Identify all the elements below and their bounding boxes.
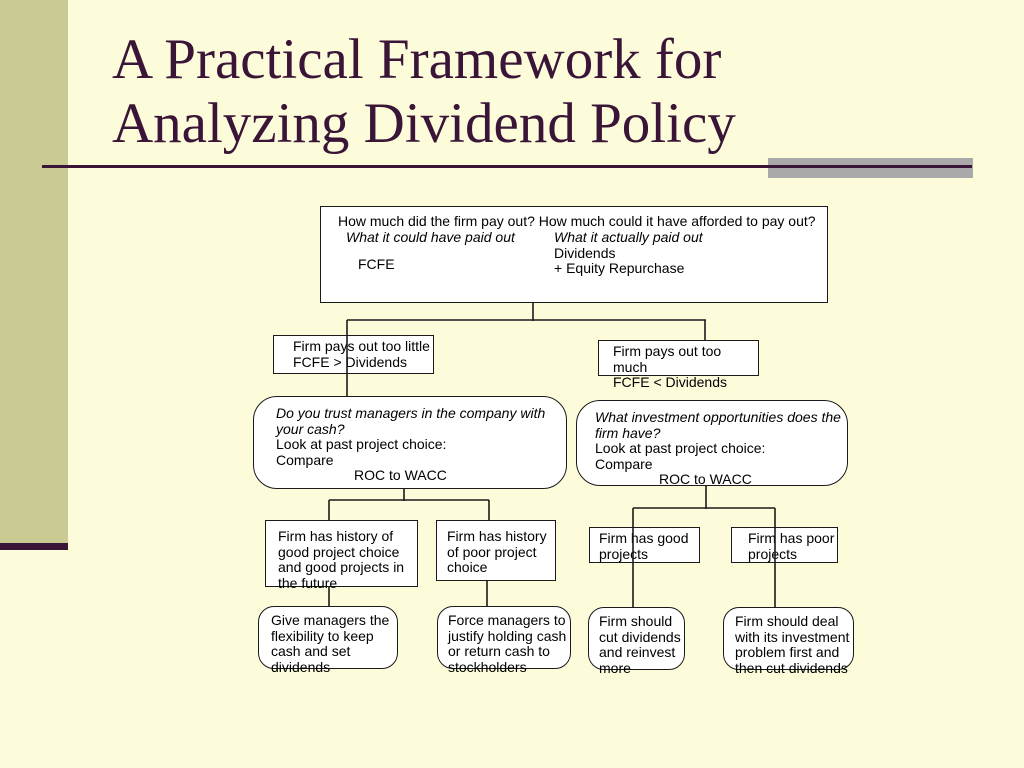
- deal-investment-box: Firm should deal with its investment problem first and then cut dividends: [723, 607, 854, 670]
- sidebar-bar: [0, 0, 68, 543]
- good-history-box: Firm has history of good project choice and good projects in the future: [265, 520, 418, 587]
- trust-question: Do you trust managers in the company with your cash?: [276, 405, 546, 437]
- title-underline: [42, 165, 972, 168]
- fcfe-label: FCFE: [358, 256, 395, 272]
- poor-history-box: Firm has history of poor project choice: [436, 520, 556, 581]
- actually-paid-column: [554, 230, 703, 277]
- slide-title: [112, 28, 992, 156]
- equity-repurchase-label: + Equity Repurchase: [554, 260, 685, 276]
- trust-instruction: Look at past project choice:: [276, 436, 447, 452]
- give-flexibility-box: Give managers the flexibility to keep cash and set dividends: [258, 606, 398, 669]
- payout-header: How much did the firm pay out? How much could it have afforded to pay out?: [338, 213, 816, 229]
- pays-too-little-line2: FCFE > Dividends: [293, 353, 407, 370]
- trust-managers-box: [253, 396, 567, 489]
- good-projects-line1: Firm has good: [599, 530, 689, 546]
- payout-question-box: [320, 206, 828, 303]
- trust-compare: Compare: [276, 451, 334, 468]
- pays-too-much-box: [598, 340, 759, 390]
- slide-title-line1: A Practical Framework for: [112, 28, 722, 91]
- pays-too-little-line1: Firm pays out too little: [293, 338, 430, 354]
- trust-metric: ROC to WACC: [354, 467, 447, 483]
- poor-projects-line2: projects: [748, 545, 798, 562]
- could-have-paid-label: What it could have paid out: [346, 229, 515, 245]
- dividends-label: Dividends: [554, 244, 616, 261]
- pays-too-much-line2: FCFE < Dividends: [613, 374, 727, 390]
- force-justify-box: Force managers to justify holding cash or return cash to stockholders: [437, 606, 571, 669]
- opportunities-question: What investment opportunities does the firm have?: [595, 409, 841, 441]
- opportunities-metric: ROC to WACC: [659, 471, 752, 487]
- title-gray-bar: [768, 158, 973, 178]
- actually-paid-label: What it actually paid out: [554, 229, 703, 245]
- poor-projects-box: [731, 527, 838, 563]
- good-projects-line2: projects: [599, 545, 649, 562]
- sidebar-accent-bar: [0, 543, 68, 550]
- slide-title-line2: Analyzing Dividend Policy: [112, 92, 736, 155]
- opportunities-instruction: Look at past project choice:: [595, 440, 766, 456]
- pays-too-much-line1: Firm pays out too much: [613, 343, 722, 375]
- poor-projects-line1: Firm has poor: [748, 530, 835, 546]
- investment-opportunities-box: [576, 400, 848, 486]
- cut-dividends-box: Firm should cut dividends and reinvest more: [588, 607, 685, 670]
- good-projects-box: [589, 527, 700, 563]
- pays-too-little-box: [273, 335, 434, 374]
- opportunities-compare: Compare: [595, 455, 653, 472]
